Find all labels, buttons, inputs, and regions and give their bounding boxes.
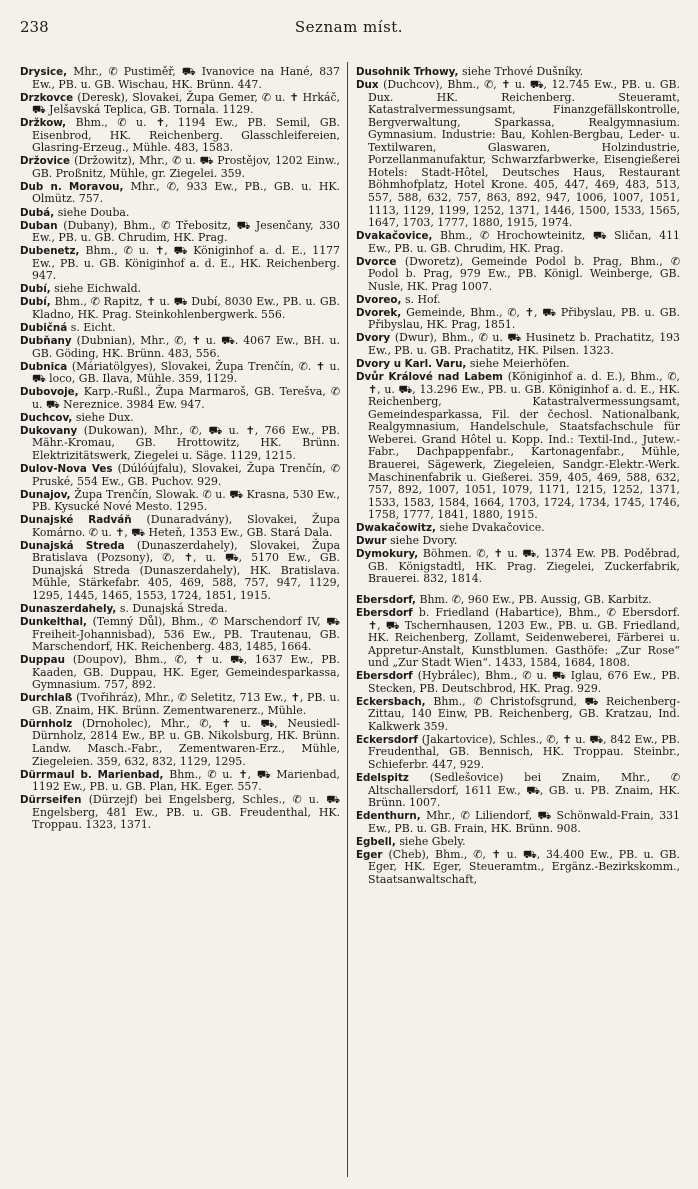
gazetteer-entry	[356, 66, 680, 79]
entry-text: Bhm., ✆ u. ✝, 1194 Ew., PB. Semil, GB. Eisenbrod, HK. Reichenberg. Glasschleifereien, Glasring-Erzeug., Mühle. 483, 1583.	[32, 116, 340, 155]
gazetteer-entry	[20, 718, 340, 768]
entry-text: siehe Eichwald.	[54, 282, 141, 296]
page-number: 238	[20, 18, 49, 36]
entry-text: (Temný Důl), Bhm., ✆ Marschendorf IV, ⛟ Freiheit-Johannisbad), 536 Ew., PB. Trautenau, GB. Marschendorf, HK. Reichenberg. 483, 1485, 1664.	[32, 615, 340, 654]
entry-headword: Dubičná	[20, 321, 71, 334]
entry-text: (Cheb), Bhm., ✆, ✝ u. ⛟, 34.400 Ew., PB. u. GB. Eger, HK. Eger, Steueramtm., Ergänz.-Bezirkskomm., Staatsanwaltschaft,	[368, 847, 680, 886]
entry-headword: Egbell,	[356, 835, 400, 848]
gazetteer-entry	[356, 734, 680, 772]
entry-headword: Dunaszerdahely,	[20, 602, 120, 615]
entry-headword: Dulov-Nova Ves	[20, 462, 118, 475]
entry-text: siehe Dvory.	[390, 534, 458, 548]
entry-headword: Dubenetz,	[20, 245, 86, 258]
gazetteer-entry	[20, 361, 340, 386]
entry-text: Bhm., ✆ u. ✝, ⛟ Königinhof a. d. E., 1177 Ew., PB. u. GB. Königinhof a. d. E., HK. Reichenberg. 947.	[32, 244, 340, 283]
entry-text: (Dúlóújfalu), Slovakei, Župa Trenčín, ✆ Pruské, 554 Ew., GB. Puchov. 929.	[32, 461, 340, 488]
gazetteer-entry	[20, 155, 340, 180]
entry-headword: Dvorek,	[356, 306, 407, 319]
entry-text: siehe Douba.	[57, 205, 130, 219]
gazetteer-entry	[20, 412, 340, 425]
entry-headword: Eger	[356, 848, 389, 861]
entry-text: Gemeinde, Bhm., ✆, ✝, ⛟ Přibyslau, PB. u. GB. Přibyslau, HK. Prag, 1851.	[368, 305, 680, 332]
entry-headword: Drzkovce	[20, 91, 78, 104]
gazetteer-entry	[356, 371, 680, 522]
entry-headword: Duchcov,	[20, 411, 76, 424]
entry-headword: Dukovany	[20, 424, 84, 437]
gazetteer-entry	[20, 66, 340, 91]
entry-headword: Durchlaß	[20, 692, 77, 705]
entry-headword: Dunajská Streda	[20, 539, 137, 552]
entry-text: siehe Meierhöfen.	[469, 357, 570, 371]
entry-text: (Máriatölgyes), Slovakei, Župa Trenčín, ✆. ✝ u. ⛟ loco, GB. Ilava, Mühle. 359, 1129.	[32, 359, 340, 386]
entry-text: s. Eicht.	[70, 320, 116, 334]
gazetteer-entry	[356, 849, 680, 887]
gazetteer-entry	[20, 425, 340, 463]
entry-text: Mhr., ✆ Pustiměř, ⛟ Ivanovice na Hané, 837 Ew., PB. u. GB. Wischau, HK. Brünn. 447.	[32, 65, 340, 91]
entry-headword: Dürrseifen	[20, 794, 89, 807]
entry-text: siehe Trhové Dušníky.	[462, 65, 584, 78]
gazetteer-entry	[20, 463, 340, 488]
entry-text: (Dubnian), Mhr., ✆, ✝ u. ⛟. 4067 Ew., BH. u. GB. Göding, HK. Brünn. 483, 556.	[32, 333, 341, 360]
gazetteer-entry	[356, 535, 680, 548]
left-column	[20, 66, 340, 832]
entry-text: Bhm. ✆, 960 Ew., PB. Aussig, GB. Karbitz.	[419, 592, 652, 606]
entry-text: (Königinhof a. d. E.), Bhm., ✆, ✝, u. ⛟, 13.296 Ew., PB. u. GB. Königinhof a. d. E., HK. Reichenberg, Katastralvermessungsamt, Gemeindesparkassa, Fil. der čechosl. Nationalbank, Realgymnasium, Handelschule, Staatsfachschule für Weberei. Grand Hôtel u. Kopp. Ind.: Textil-Ind., Jutew.-Fabr., Dachpappenfabr., Kartonagenfabr., Mühle, Brauerei, Sägewerk, Ziegeleien, Sandgr.-Elektr.-Werk. Maschinenfabrik u. Gießerei. 359, 405, 469, 588, 632, 757, 892, 1007, 1051, 1079, 1171, 1215, 1252, 1371, 1533, 1583, 1584, 1664, 1703, 1724, 1734, 1745, 1746, 1758, 1777, 1841, 1880, 1915.	[368, 370, 680, 522]
entry-headword: Dubí,	[20, 296, 55, 309]
entry-headword: Dvakačovice,	[356, 230, 441, 243]
entry-headword: Dvůr Králové nad Labem	[356, 371, 508, 384]
entry-headword: Duban	[20, 219, 64, 232]
gazetteer-entry	[356, 810, 680, 835]
gazetteer-entry	[356, 670, 680, 695]
entry-headword: Dwakačowitz,	[356, 522, 440, 535]
entry-text: (Dürzejf) bei Engelsberg, Schles., ✆ u. ⛟ Engelsberg, 481 Ew., PB. u. GB. Freudenthal, HK. Troppau. 1323, 1371.	[32, 793, 340, 832]
entry-headword: Dürrmaul b. Marienbad,	[20, 768, 170, 781]
entry-text: Mhr., ✆, 933 Ew., PB., GB. u. HK. Olmütz. 757.	[32, 179, 340, 206]
gazetteer-entry	[356, 548, 680, 586]
gazetteer-entry	[20, 489, 340, 514]
gazetteer-entry	[20, 283, 340, 296]
entry-text: (Deresk), Slovakei, Župa Gemer, ✆ u. ✝ Hrkáč, ⛟ Jelšavská Teplica, GB. Tornala. 1129.	[32, 90, 341, 117]
entry-headword: Dunajské Radváň	[20, 514, 147, 527]
entry-headword: Dubnica	[20, 360, 72, 373]
gazetteer-entry	[356, 772, 680, 810]
gazetteer-entry	[356, 594, 680, 607]
entry-headword: Eckersdorf	[356, 733, 422, 746]
gazetteer-entry	[20, 514, 340, 539]
entry-headword: Ebersdorf	[356, 670, 418, 683]
entry-text: Župa Trenčín, Slowak. ✆ u. ⛟ Krasna, 530 Ew., PB. Kysucké Nové Mesto. 1295.	[32, 487, 340, 514]
entry-headword: Dubovoje,	[20, 386, 84, 399]
entry-text: (Dukowan), Mhr., ✆, ⛟ u. ✝, 766 Ew., PB. Mähr.-Kromau, GB. Hrottowitz, HK. Brünn. Elektrizitätswerk, Ziegelei u. Säge. 1129, 1215.	[32, 423, 340, 462]
entry-text: siehe Dvakačovice.	[439, 521, 545, 535]
gazetteer-entry	[356, 294, 680, 307]
gazetteer-entry	[356, 358, 680, 371]
entry-headword: Dunkelthal,	[20, 616, 93, 629]
entry-headword: Dwur	[356, 535, 391, 548]
entry-headword: Dvory u Karl. Varu,	[356, 358, 470, 371]
entry-text: Böhmen. ✆, ✝ u. ⛟, 1374 Ew. PB. Poděbrad, GB. Königstadtl, HK. Prag. Ziegelei, Zuckerfabrik, Brauerei. 832, 1814.	[368, 547, 681, 586]
entry-headword: Drysice,	[20, 66, 74, 78]
entry-headword: Ebersdorf	[356, 606, 419, 619]
entry-text: (Jakartovice), Schles., ✆, ✝ u. ⛟, 842 Ew., PB. Freudenthal, GB. Bennisch, HK. Troppau. Steinbr., Schieferbr. 447, 929.	[368, 732, 680, 772]
gazetteer-entry	[20, 386, 340, 411]
page-header	[20, 18, 678, 38]
gazetteer-entry	[20, 220, 340, 245]
entry-headword: Držkow,	[20, 117, 76, 130]
entry-text: Bhm., ✆ Christofsgrund, ⛟ Reichenberg-Zittau, 140 Einw, PB. Reichenberg, GB. Kratzau, Ind. Kalkwerk 359.	[368, 694, 680, 733]
gazetteer-entry	[356, 696, 680, 734]
entry-headword: Dunajov,	[20, 488, 75, 501]
gazetteer-entry	[356, 607, 680, 670]
entry-text: (Dunaradvány), Slovakei, Župa Komárno. ✆ u. ✝, ⛟ Heteň, 1353 Ew., GB. Stará Dala.	[32, 513, 340, 539]
entry-headword: Edelspitz	[356, 772, 430, 785]
entry-text: (Sedlešovice) bei Znaim, Mhr., ✆ Altschallersdorf, 1611 Ew., ⛟, GB. u. PB. Znaim, HK. Brünn. 1007.	[368, 771, 680, 810]
entry-text: Bhm., ✆ Rapitz, ✝ u. ⛟ Dubí, 8030 Ew., PB. u. GB. Kladno, HK. Prag. Steinkohlenbergwerk. 556.	[32, 295, 340, 321]
running-title: Seznam míst.	[294, 18, 404, 36]
entry-headword: Dusohnik Trhowy,	[356, 66, 462, 78]
column-divider	[347, 62, 348, 1177]
gazetteer-entry	[356, 230, 680, 255]
entry-text: Bhm., ✆ u. ✝, ⛟ Marienbad, 1192 Ew., PB. u. GB. Plan, HK. Eger. 557.	[32, 767, 341, 794]
entry-headword: Dymokury,	[356, 548, 423, 561]
entry-headword: Dubá,	[20, 206, 58, 219]
gazetteer-entry	[356, 836, 680, 849]
entry-text: (Dubany), Bhm., ✆ Třebositz, ⛟ Jesenčany, 330 Ew., PB. u. GB. Chrudim, HK. Prag.	[32, 218, 340, 245]
entry-text: (Drnoholec), Mhr., ✆, ✝ u. ⛟, Neusiedl-Dürnholz, 2814 Ew., BP. u. GB. Nikolsburg, HK. Brünn. Landw. Masch.-Fabr., Zementwaren-Erz., Mühle, Ziegeleien. 359, 632, 832, 1129, 1295.	[32, 716, 340, 768]
gazetteer-entry	[20, 769, 340, 794]
gazetteer-entry	[20, 181, 340, 206]
entry-text: (Držowitz), Mhr., ✆ u. ⛟ Prostějov, 1202 Einw., GB. Proßnitz, Mühle, gr. Ziegelei. 359.	[32, 154, 340, 180]
gazetteer-entry	[20, 296, 340, 321]
entry-text: Bhm., ✆ Hrochowteinitz, ⛟ Sličan, 411 Ew., PB. u. GB. Chrudim, HK. Prag.	[368, 229, 680, 255]
gazetteer-entry	[20, 207, 340, 220]
gazetteer-entry	[20, 616, 340, 654]
entry-headword: Dubí,	[20, 283, 55, 296]
entry-headword: Duppau	[20, 654, 73, 667]
entry-text: (Dworetz), Gemeinde Podol b. Prag, Bhm., ✆ Podol b. Prag, 979 Ew., PB. Königl. Weinberge, GB. Nusle, HK. Prag 1007.	[368, 254, 680, 293]
entry-headword: Držovice	[20, 155, 75, 168]
entry-text: s. Dunajská Streda.	[119, 601, 228, 615]
entry-headword: Edenthurn,	[356, 810, 427, 823]
entry-headword: Dux	[356, 79, 384, 92]
gazetteer-entry	[20, 117, 340, 155]
gazetteer-entry	[20, 92, 340, 117]
entry-text: (Tvořihráz), Mhr., ✆ Seletitz, 713 Ew., ✝, PB. u. GB. Znaim, HK. Brünn. Zementwarenerz., Mühle.	[32, 691, 340, 717]
gazetteer-entry	[20, 322, 340, 335]
gazetteer-entry	[20, 540, 340, 603]
gazetteer-entry	[20, 603, 340, 616]
gazetteer-entry	[20, 245, 340, 283]
entry-text: (Duchcov), Bhm., ✆, ✝ u. ⛟, 12.745 Ew., PB. u. GB. Dux. HK. Reichenberg. Steueramt, Katastralvermessungsamt, Finanzgefällskontrolle, Bergverwaltung, Sparkassa, Realgymnasium. Gymnasium. Industrie: Bau, Kohlen-Bergbau, Leder- u. Textilwaren, Glaswaren, Holzindustrie, Porzellanmanufaktur, Schwarzfarbwerke, Eisengießerei Hotels: Stadt-Hôtel, Deutsches Haus, Restaurant Böhmhofplatz, Hotel Krone. 405, 447, 469, 483, 513, 557, 588, 632, 757, 863, 892, 947, 1006, 1007, 1051, 1113, 1129, 1199, 1252, 1371, 1446, 1500, 1533, 1565, 1647, 1703, 1777, 1880, 1915, 1974.	[368, 78, 681, 230]
entry-text: (Dunaszerdahely), Slovakei, Župa Bratislava (Pozsony), ✆, ✝, u. ⛟, 5170 Ew., GB. Dunajská Streda (Dunaszerdahely), HK. Bratislava. Mühle, Stärkefabr. 405, 469, 588, 757, 947, 1129, 1295, 1445, 1465, 1553, 1724, 1851, 1915.	[32, 538, 341, 602]
gazetteer-entry	[356, 522, 680, 535]
entry-text: (Hybrálec), Bhm., ✆ u. ⛟ Iglau, 676 Ew., PB. Stecken, PB. Deutschbrod, HK. Prag. 929.	[368, 669, 681, 695]
entry-headword: Dürnholz	[20, 717, 82, 730]
gazetteer-entry	[20, 692, 340, 717]
gazetteer-entry	[356, 332, 680, 357]
entry-headword: Ebersdorf,	[356, 593, 420, 606]
gazetteer-entry	[356, 79, 680, 230]
gazetteer-entry	[356, 256, 680, 294]
entry-headword: Dvorce	[356, 255, 405, 268]
entry-text: siehe Gbely.	[399, 834, 466, 848]
right-column	[356, 66, 680, 887]
entry-text: (Dwur), Bhm., ✆ u. ⛟ Husinetz b. Prachatitz, 193 Ew., PB. u. GB. Prachatitz, HK. Pilsen. 1323.	[368, 331, 680, 358]
gazetteer-entry	[20, 335, 340, 360]
gazetteer-entry	[20, 654, 340, 692]
entry-headword: Dub n. Moravou,	[20, 180, 131, 193]
entry-text: (Doupov), Bhm., ✆, ✝ u. ⛟, 1637 Ew., PB. Kaaden, GB. Duppau, HK. Eger, Gemeindesparkassa, Gymnasium. 757, 892.	[32, 653, 341, 692]
entry-text: s. Hof.	[404, 292, 441, 306]
entry-headword: Dvoreo,	[356, 293, 405, 306]
entry-text: b. Friedland (Habartice), Bhm., ✆ Ebersdorf. ✝, ⛟ Tschernhausen, 1203 Ew., PB. u. GB. Friedland, HK. Reichenberg, Zollamt, Seidenweberei, Färberei u. Appretur-Anstalt, Kunstblumen. Gasthöfe: „Zur Rose“ und „Zur Stadt Wien“. 1433, 1584, 1684, 1808.	[368, 605, 680, 670]
entry-headword: Dubňany	[20, 334, 77, 347]
gazetteer-entry	[20, 794, 340, 832]
entry-text: Karp.-Rußl., Župa Marmaroš, GB. Terešva, ✆ u. ⛟ Nereznice. 3984 Ew. 947.	[32, 385, 340, 411]
entry-headword: Eckersbach,	[356, 695, 434, 708]
entry-text: siehe Dux.	[75, 410, 134, 424]
gazetteer-entry	[356, 307, 680, 332]
entry-headword: Dvory	[356, 332, 395, 345]
entry-text: Mhr., ✆ Liliendorf, ⛟ Schönwald-Frain, 331 Ew., PB. u. GB. Frain, HK. Brünn. 908.	[368, 809, 680, 835]
